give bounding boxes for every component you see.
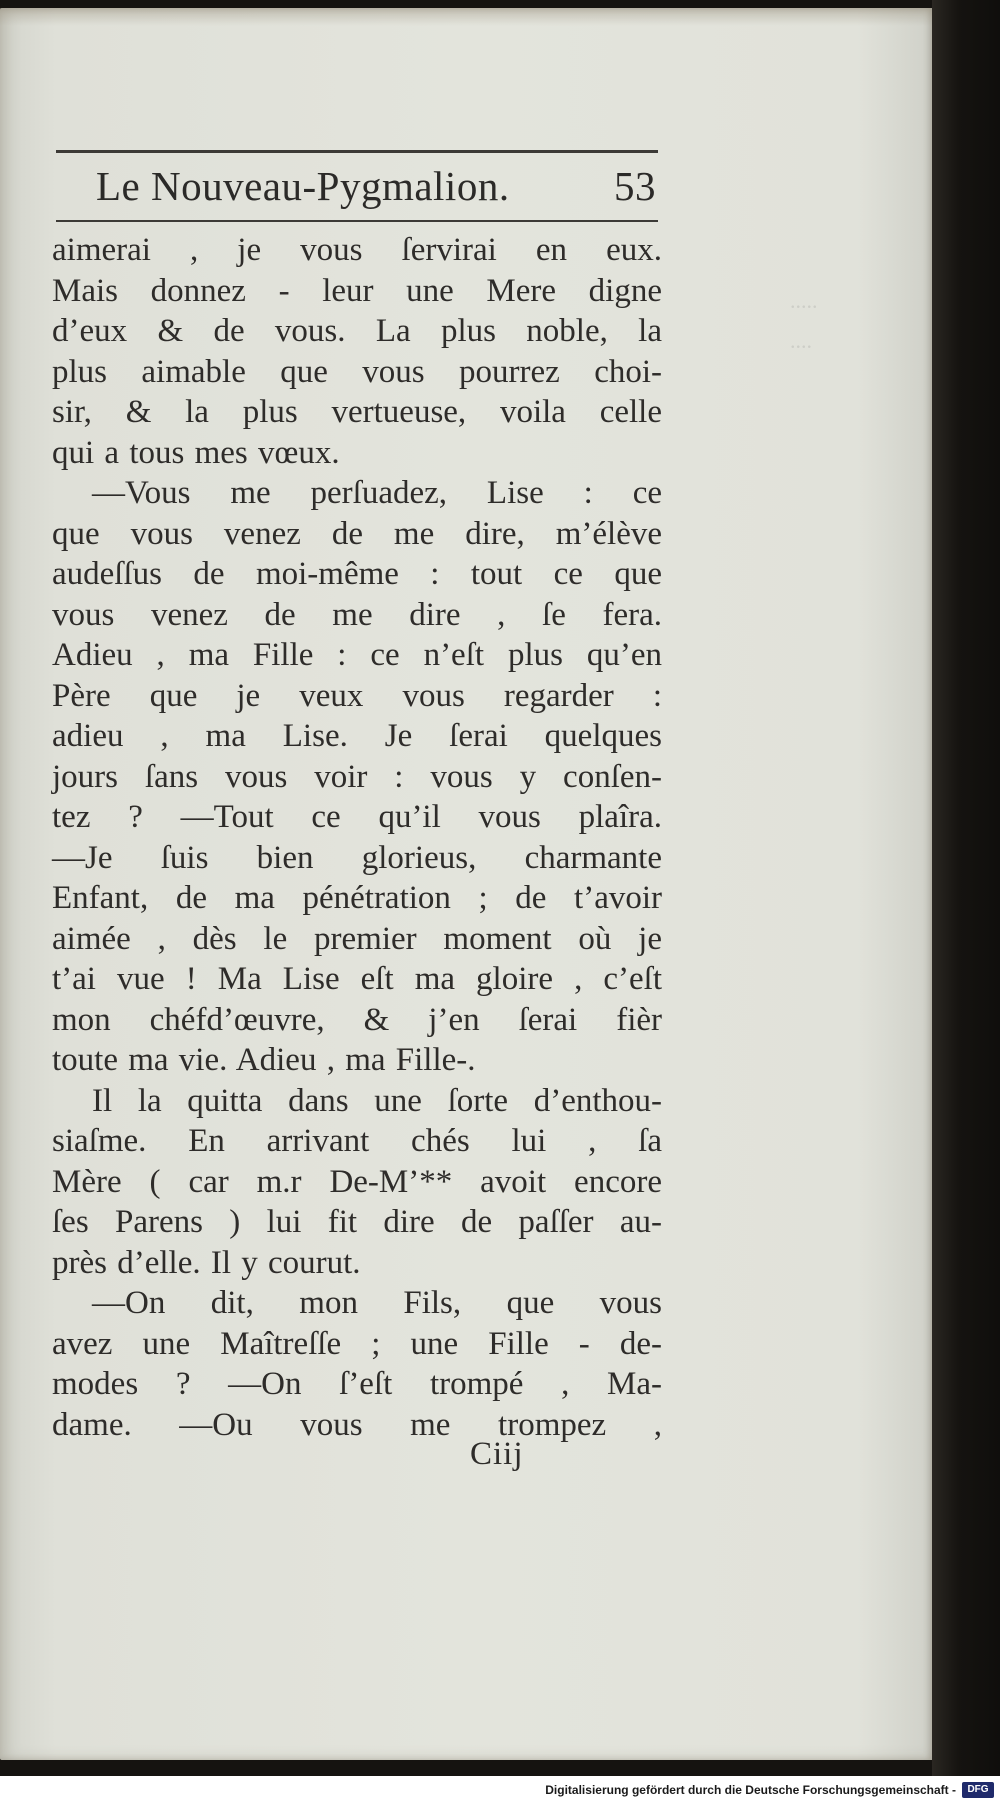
text-line: Enfant, de ma pénétration ; de t’avoir (52, 880, 662, 916)
header-rule-top (56, 150, 658, 153)
text-line: Mais donnez - leur une Mere digne (52, 272, 662, 309)
text-line: que vous venez de me dire, m’élève (52, 515, 662, 552)
text-line: adieu , ma Lise. Je ſerai quelques (52, 718, 662, 754)
text-line: —On dit, mon Fils, que vous (92, 1285, 662, 1321)
text-line: —Vous me perſuadez, Lise : ce (92, 475, 662, 511)
signature-mark: Ciij (470, 1436, 524, 1472)
text-line: Mère ( car m.r De-M’** avoit encore (52, 1163, 662, 1200)
text-line: avez une Maîtreſſe ; une Fille - de- (52, 1325, 662, 1362)
text-line: plus aimable que vous pourrez choi- (52, 353, 662, 390)
text-line: audeſſus de moi-même : tout ce que (52, 556, 662, 592)
digitization-credit: Digitalisierung gefördert durch die Deutsche Forschungsgemeinschaft - (545, 1783, 956, 1797)
text-line: aimée , dès le premier moment où je (52, 920, 662, 957)
body-text (52, 230, 662, 1445)
text-line: près d’elle. Il y courut. (52, 1244, 361, 1281)
text-line: tez ? —Tout ce qu’il vous plaîra. (52, 799, 662, 835)
text-line: d’eux & de vous. La plus noble, la (52, 313, 662, 349)
text-line: Adieu , ma Fille : ce n’eſt plus qu’en (52, 637, 662, 673)
svg-text:.....: ..... (790, 288, 818, 313)
book-edge-shadow (932, 0, 1000, 1805)
text-line: mon chéfd’œuvre, & j’en ſerai fièr (52, 1001, 662, 1038)
book-page (0, 8, 932, 1760)
page-number: 53 (614, 163, 656, 209)
text-line: modes ? —On ſ’eſt trompé , Ma- (52, 1366, 662, 1402)
show-through-ink (790, 278, 900, 398)
text-line: t’ai vue ! Ma Lise eſt ma gloire , c’eſt (52, 961, 662, 997)
text-line: qui a tous mes vœux. (52, 434, 340, 471)
text-line: ſes Parens ) lui fit dire de paſſer au- (52, 1204, 662, 1240)
text-line: dame. —Ou vous me trompez , (52, 1406, 662, 1443)
svg-text:....: .... (790, 328, 812, 353)
text-line: Père que je veux vous regarder : (52, 677, 662, 714)
header-rule-bottom (56, 220, 658, 222)
text-line: —Je ſuis bien glorieus, charmante (52, 839, 662, 876)
text-line: Il la quitta dans une ſorte d’enthou- (92, 1082, 662, 1119)
text-line: toute ma vie. Adieu , ma Fille-. (52, 1042, 476, 1078)
text-line: siaſme. En arrivant chés lui , ſa (52, 1123, 662, 1159)
running-head (96, 158, 656, 218)
dfg-logo-icon: DFG (962, 1782, 994, 1798)
text-line: jours ſans vous voir : vous y conſen- (52, 758, 662, 795)
text-line: aimerai , je vous ſervirai en eux. (52, 232, 662, 268)
text-line: sir, & la plus vertueuse, voila celle (52, 394, 662, 430)
text-line: vous venez de me dire , ſe fera. (52, 596, 662, 633)
running-head-title: Le Nouveau-Pygmalion. (96, 163, 510, 209)
footer-bar (0, 1776, 1000, 1805)
